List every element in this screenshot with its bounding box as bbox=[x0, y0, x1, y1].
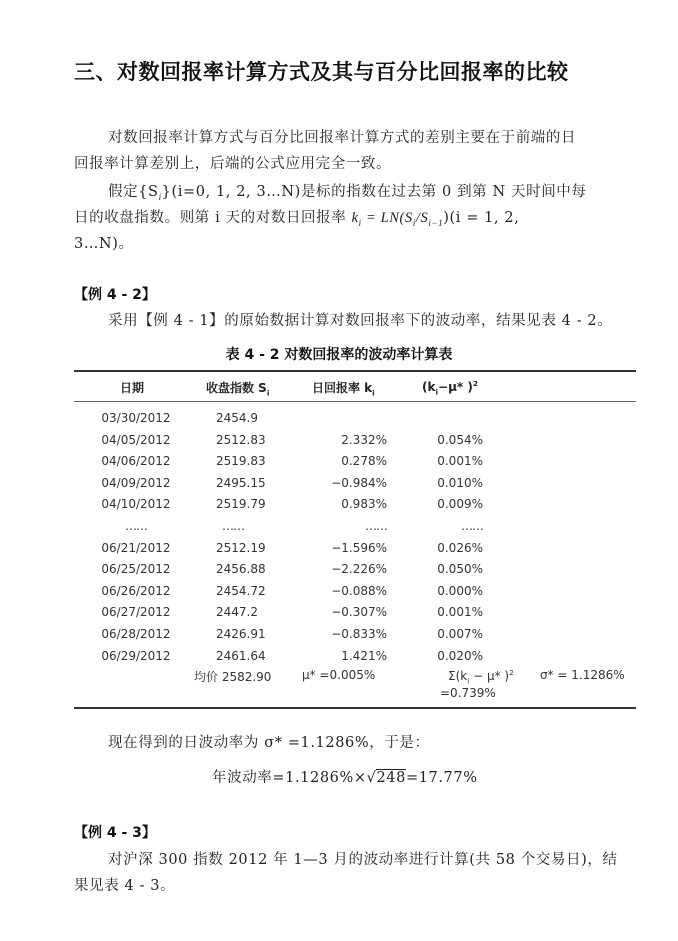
table-cell-ret: …… bbox=[365, 519, 387, 533]
sqrt-icon: √ bbox=[366, 770, 377, 786]
header-text: 收盘指数 S bbox=[206, 381, 267, 395]
table-cell-date: 06/21/2012 bbox=[101, 540, 171, 555]
table-cell-date: 04/05/2012 bbox=[101, 432, 171, 447]
table-cell-date: 04/06/2012 bbox=[101, 454, 171, 469]
formula-div: /S bbox=[415, 210, 429, 226]
table-cell-ret: 2.332% bbox=[341, 432, 387, 447]
example-4-2-label: 【例 4 - 2】 bbox=[74, 287, 156, 303]
table-cell-dev: 0.020% bbox=[437, 648, 483, 663]
table-cell-dev: 0.026% bbox=[437, 540, 483, 555]
table-cell-ret: −0.833% bbox=[331, 627, 387, 641]
table-cell-ret: −0.984% bbox=[331, 475, 387, 490]
sqrt-radicand: 248 bbox=[376, 770, 406, 786]
header-date: 日期 bbox=[120, 381, 145, 395]
formula-text: 年波动率=1.1286%× bbox=[212, 770, 367, 786]
formula-ln: = LN(S bbox=[361, 210, 413, 226]
table-cell-close: 2454.9 bbox=[216, 411, 258, 425]
table-cell-ret: 0.983% bbox=[341, 497, 387, 512]
table-title: 表 4 - 2 对数回报率的波动率计算表 bbox=[225, 347, 453, 363]
table-cell-ret: −2.226% bbox=[331, 562, 387, 577]
table-cell-ret: 1.421% bbox=[341, 648, 387, 663]
summary-average: 均价 2582.90 bbox=[194, 670, 272, 684]
text-fragment: )(i = 1, 2, bbox=[443, 210, 520, 226]
table-cell-dev: …… bbox=[461, 519, 483, 533]
table-cell-close: 2512.83 bbox=[216, 432, 266, 447]
table-cell-close: 2512.19 bbox=[216, 540, 266, 555]
intro-paragraph-2-line-1 bbox=[108, 180, 587, 202]
table-cell-close: …… bbox=[222, 519, 244, 533]
header-text: (k bbox=[422, 380, 436, 394]
table-cell-ret: −0.307% bbox=[331, 605, 387, 620]
subscript: i bbox=[372, 388, 375, 398]
summary-sigma: σ* = 1.1286% bbox=[540, 668, 625, 682]
header-text: −μ* ) bbox=[438, 380, 473, 394]
intro-paragraph-2-line-3: 3…N)。 bbox=[74, 236, 134, 252]
table-top-rule bbox=[74, 370, 636, 372]
table-cell-dev: 0.050% bbox=[437, 562, 483, 577]
subscript: i bbox=[467, 676, 470, 686]
table-cell-date: 06/25/2012 bbox=[101, 562, 171, 577]
formula-k: k bbox=[351, 210, 359, 226]
table-cell-date: 06/29/2012 bbox=[101, 648, 171, 663]
example-4-3-text-line-1: 对沪深 300 指数 2012 年 1—3 月的波动率进行计算(共 58 个交易日)，结 bbox=[108, 852, 618, 868]
header-text: 日回报率 k bbox=[312, 381, 373, 395]
summary-mu: μ* =0.005% bbox=[302, 668, 376, 682]
table-cell-dev: 0.010% bbox=[437, 475, 483, 490]
summary-sum-value: =0.739% bbox=[440, 686, 496, 700]
formula-text: =17.77% bbox=[405, 770, 478, 786]
result-annual-formula bbox=[212, 766, 478, 787]
table-bottom-rule bbox=[74, 707, 636, 709]
subscript: i bbox=[435, 387, 439, 397]
table-header-rule bbox=[74, 401, 636, 402]
table-cell-date: 06/27/2012 bbox=[101, 605, 171, 620]
result-daily-volatility: 现在得到的日波动率为 σ* =1.1286%，于是： bbox=[108, 735, 430, 751]
table-cell-date: 06/26/2012 bbox=[101, 583, 171, 598]
intro-paragraph-1-line-2: 回报率计算差别上，后端的公式应用完全一致。 bbox=[74, 156, 392, 172]
table-cell-close: 2447.2 bbox=[216, 605, 258, 620]
table-cell-date: 04/10/2012 bbox=[101, 497, 171, 512]
header-deviation bbox=[422, 379, 478, 396]
example-4-3-text-line-2: 果见表 4 - 3。 bbox=[74, 878, 176, 894]
table-cell-date: 04/09/2012 bbox=[101, 475, 171, 490]
table-cell-close: 2519.79 bbox=[216, 497, 266, 512]
example-4-3-label: 【例 4 - 3】 bbox=[74, 825, 156, 841]
text-fragment: 日的收盘指数。则第 i 天的对数日回报率 bbox=[74, 210, 352, 226]
subscript: i bbox=[412, 217, 416, 228]
subscript: i bbox=[158, 191, 162, 202]
table-cell-close: 2519.83 bbox=[216, 454, 266, 469]
subscript: i−1 bbox=[428, 217, 444, 228]
table-cell-date: 03/30/2012 bbox=[101, 411, 171, 425]
table-cell-ret: −0.088% bbox=[331, 583, 387, 598]
intro-paragraph-1-line-1: 对数回报率计算方式与百分比回报率计算方式的差别主要在于前端的日 bbox=[108, 130, 577, 146]
intro-paragraph-2-line-2 bbox=[74, 206, 519, 228]
subscript: i bbox=[266, 388, 270, 398]
table-cell-date: 06/28/2012 bbox=[101, 627, 171, 641]
table-cell-dev: 0.007% bbox=[437, 627, 483, 641]
text-fragment: 假定{S bbox=[108, 184, 159, 200]
sum-text: Σ(k bbox=[448, 669, 468, 683]
section-title: 三、对数回报率计算方式及其与百分比回报率的比较 bbox=[74, 60, 569, 84]
table-cell-date: …… bbox=[125, 519, 147, 533]
text-fragment: }(i=0, 1, 2, 3…N)是标的指数在过去第 0 到第 N 天时间中每 bbox=[161, 184, 587, 200]
table-cell-ret: −1.596% bbox=[331, 540, 387, 555]
summary-sum bbox=[448, 668, 514, 685]
table-cell-dev: 0.054% bbox=[437, 432, 483, 447]
table-cell-close: 2454.72 bbox=[216, 583, 266, 598]
example-4-2-text: 采用【例 4 - 1】的原始数据计算对数回报率下的波动率，结果见表 4 - 2。 bbox=[108, 313, 613, 329]
table-cell-close: 2426.91 bbox=[216, 627, 266, 641]
table-cell-close: 2461.64 bbox=[216, 648, 266, 663]
table-cell-dev: 0.001% bbox=[437, 605, 483, 620]
superscript: 2 bbox=[509, 668, 514, 677]
superscript: 2 bbox=[472, 379, 479, 388]
sum-text: − μ* ) bbox=[469, 669, 510, 683]
table-cell-dev: 0.009% bbox=[437, 497, 483, 512]
header-close bbox=[206, 379, 269, 397]
table-cell-dev: 0.001% bbox=[437, 454, 483, 469]
table-cell-close: 2456.88 bbox=[216, 562, 266, 577]
table-cell-close: 2495.15 bbox=[216, 475, 266, 490]
table-cell-ret: 0.278% bbox=[341, 454, 387, 469]
header-return bbox=[312, 379, 375, 397]
subscript: i bbox=[358, 217, 362, 228]
table-cell-dev: 0.000% bbox=[437, 583, 483, 598]
